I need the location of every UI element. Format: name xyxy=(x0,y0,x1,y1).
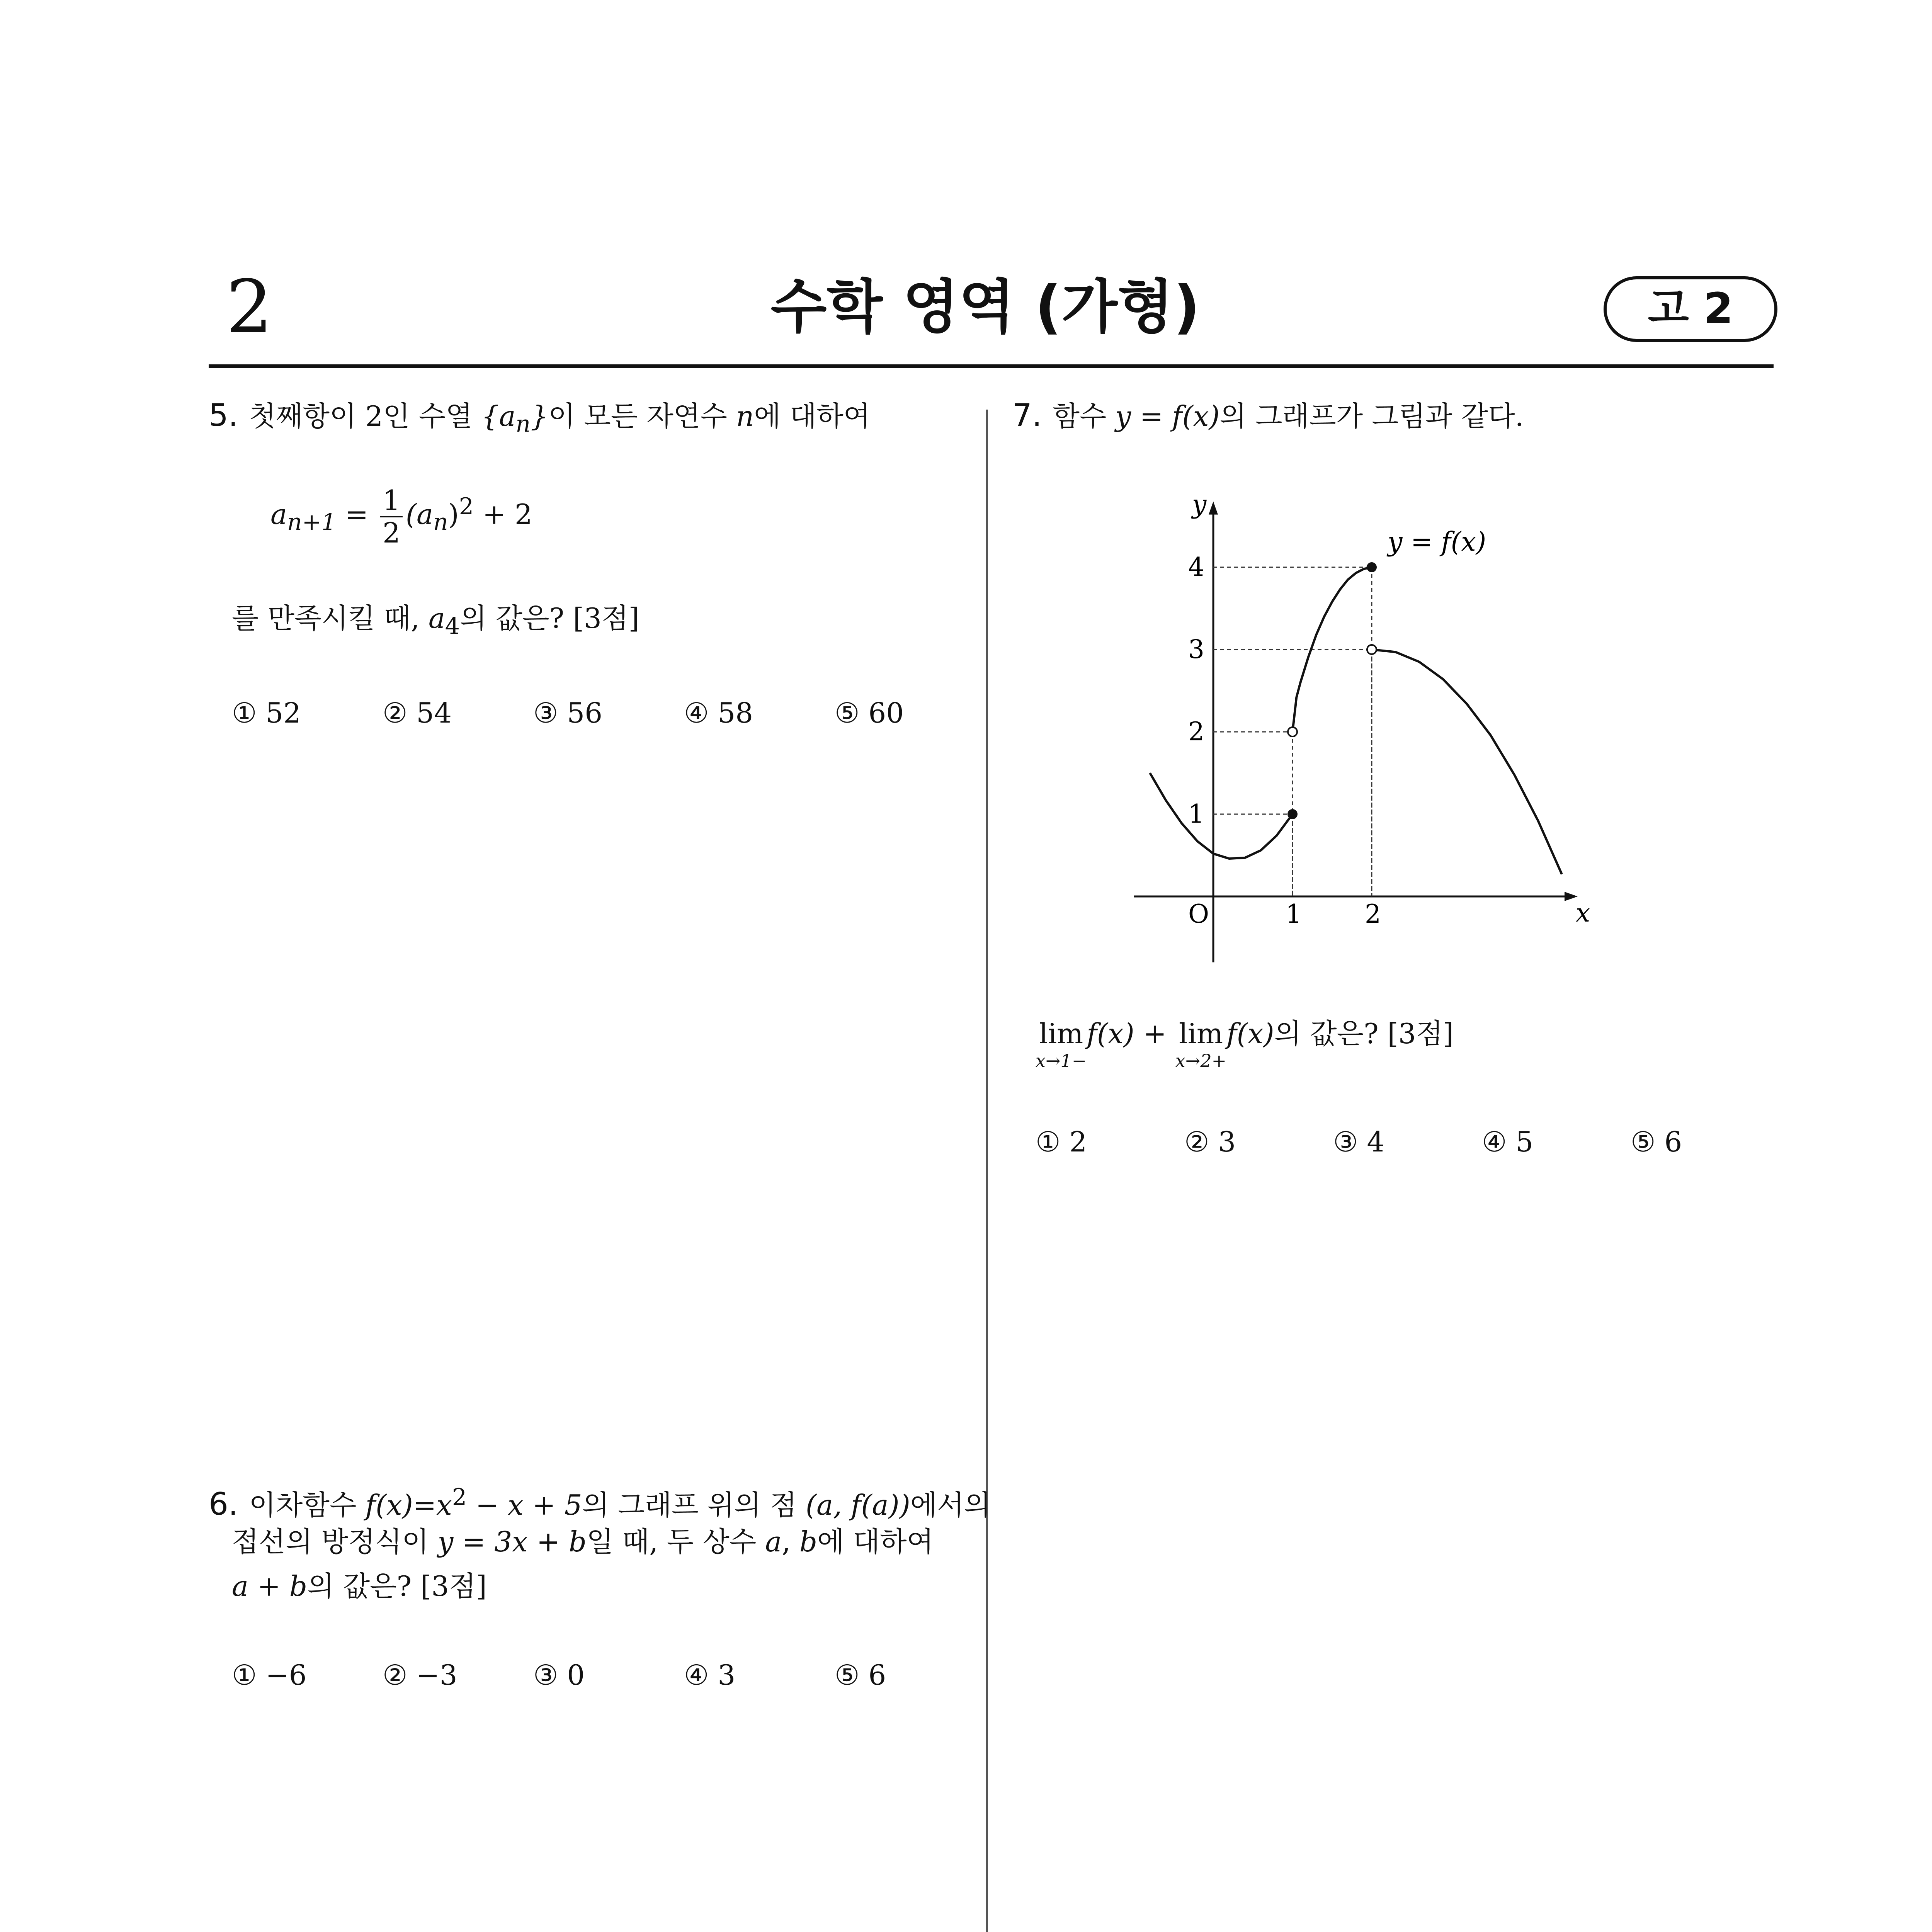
y-axis-arrow xyxy=(1209,502,1218,515)
q7-graph xyxy=(1121,487,1662,989)
q7-choice-4[interactable]: ④ 5 xyxy=(1482,1126,1534,1158)
filled-point-1 xyxy=(1367,562,1377,572)
q6-line-3: a + b의 값은? [3점] xyxy=(232,1570,487,1602)
q6-number: 6. xyxy=(209,1486,238,1522)
x-axis-label: x xyxy=(1576,898,1590,928)
curve-piece3 xyxy=(1372,650,1562,874)
q7-choice-3[interactable]: ③ 4 xyxy=(1333,1126,1385,1158)
q6-choice-5[interactable]: ⑤ 6 xyxy=(835,1659,886,1691)
q7-choice-1[interactable]: ① 2 xyxy=(1036,1126,1087,1158)
function-label: y = f(x) xyxy=(1388,527,1486,558)
q6-choice-2[interactable]: ② −3 xyxy=(383,1659,457,1691)
open-point-1 xyxy=(1367,645,1376,654)
q5-choices xyxy=(232,696,985,730)
y-tick-label-4: 4 xyxy=(1188,552,1204,582)
y-axis-label: y xyxy=(1192,489,1207,519)
q6-choice-4[interactable]: ④ 3 xyxy=(684,1659,736,1691)
q7-limit-2: lim x→2+ xyxy=(1175,1017,1227,1071)
q5-fraction: $\frac{1}{2}$ xyxy=(380,485,403,548)
q6-choice-3[interactable]: ③ 0 xyxy=(533,1659,585,1691)
q5-statement: 5. 첫째항이 2인 수열 $\{a_n\}$이 모든 자연수 n에 대하여 xyxy=(209,397,871,438)
filled-point-0 xyxy=(1287,809,1298,819)
q7-number: 7. xyxy=(1012,397,1042,433)
q5-number: 5. xyxy=(209,397,238,433)
x-tick-label-2: 2 xyxy=(1365,899,1381,929)
grade-badge: 고 2 xyxy=(1604,276,1777,342)
page-title: 수학 영역 (가형) xyxy=(770,274,1200,341)
y-tick-label-2: 2 xyxy=(1188,717,1204,747)
x-tick-label-1: 1 xyxy=(1286,899,1302,929)
q5-choice-5[interactable]: ⑤ 60 xyxy=(835,697,904,729)
curve-piece1 xyxy=(1150,773,1293,859)
q7-question: lim x→1− f(x) + lim x→2+ f(x)의 값은? [3점] xyxy=(1036,1016,1454,1070)
y-tick-label-1: 1 xyxy=(1188,799,1204,829)
y-tick-label-3: 3 xyxy=(1188,634,1204,664)
q5-choice-3[interactable]: ③ 56 xyxy=(533,697,603,729)
header-rule xyxy=(209,364,1774,368)
q6-line-2: 접선의 방정식이 y = 3x + b일 때, 두 상수 a, b에 대하여 xyxy=(232,1526,934,1558)
q7-statement: 7. 함수 y = f(x)의 그래프가 그림과 같다. xyxy=(1012,397,1524,433)
q5-choice-2[interactable]: ② 54 xyxy=(383,697,452,729)
q7-choice-5[interactable]: ⑤ 6 xyxy=(1631,1126,1682,1158)
q7-choice-2[interactable]: ② 3 xyxy=(1184,1126,1236,1158)
origin-label: O xyxy=(1188,899,1209,929)
q7-choices xyxy=(1036,1124,1779,1159)
q5-choice-4[interactable]: ④ 58 xyxy=(684,697,753,729)
q6-choices xyxy=(232,1658,985,1692)
column-divider xyxy=(986,410,988,1932)
q5-choice-1[interactable]: ① 52 xyxy=(232,697,301,729)
q5-recurrence: $a_{n+1}$ = $\frac{1}{2}$ $(a_n)^2 + 2$ xyxy=(270,484,532,549)
q5-condition: 를 만족시킬 때, $a_4$의 값은? [3점] xyxy=(232,602,639,640)
page-number: 2 xyxy=(226,264,273,350)
q6-line-1: 6. 이차함수 $f(x)=x^2 - x + 5$의 그래프 위의 점 (a, f(a))에서의 xyxy=(209,1484,991,1522)
q6-choice-1[interactable]: ① −6 xyxy=(232,1659,307,1691)
open-point-0 xyxy=(1288,727,1297,736)
q7-limit-1: lim x→1− xyxy=(1036,1017,1087,1071)
